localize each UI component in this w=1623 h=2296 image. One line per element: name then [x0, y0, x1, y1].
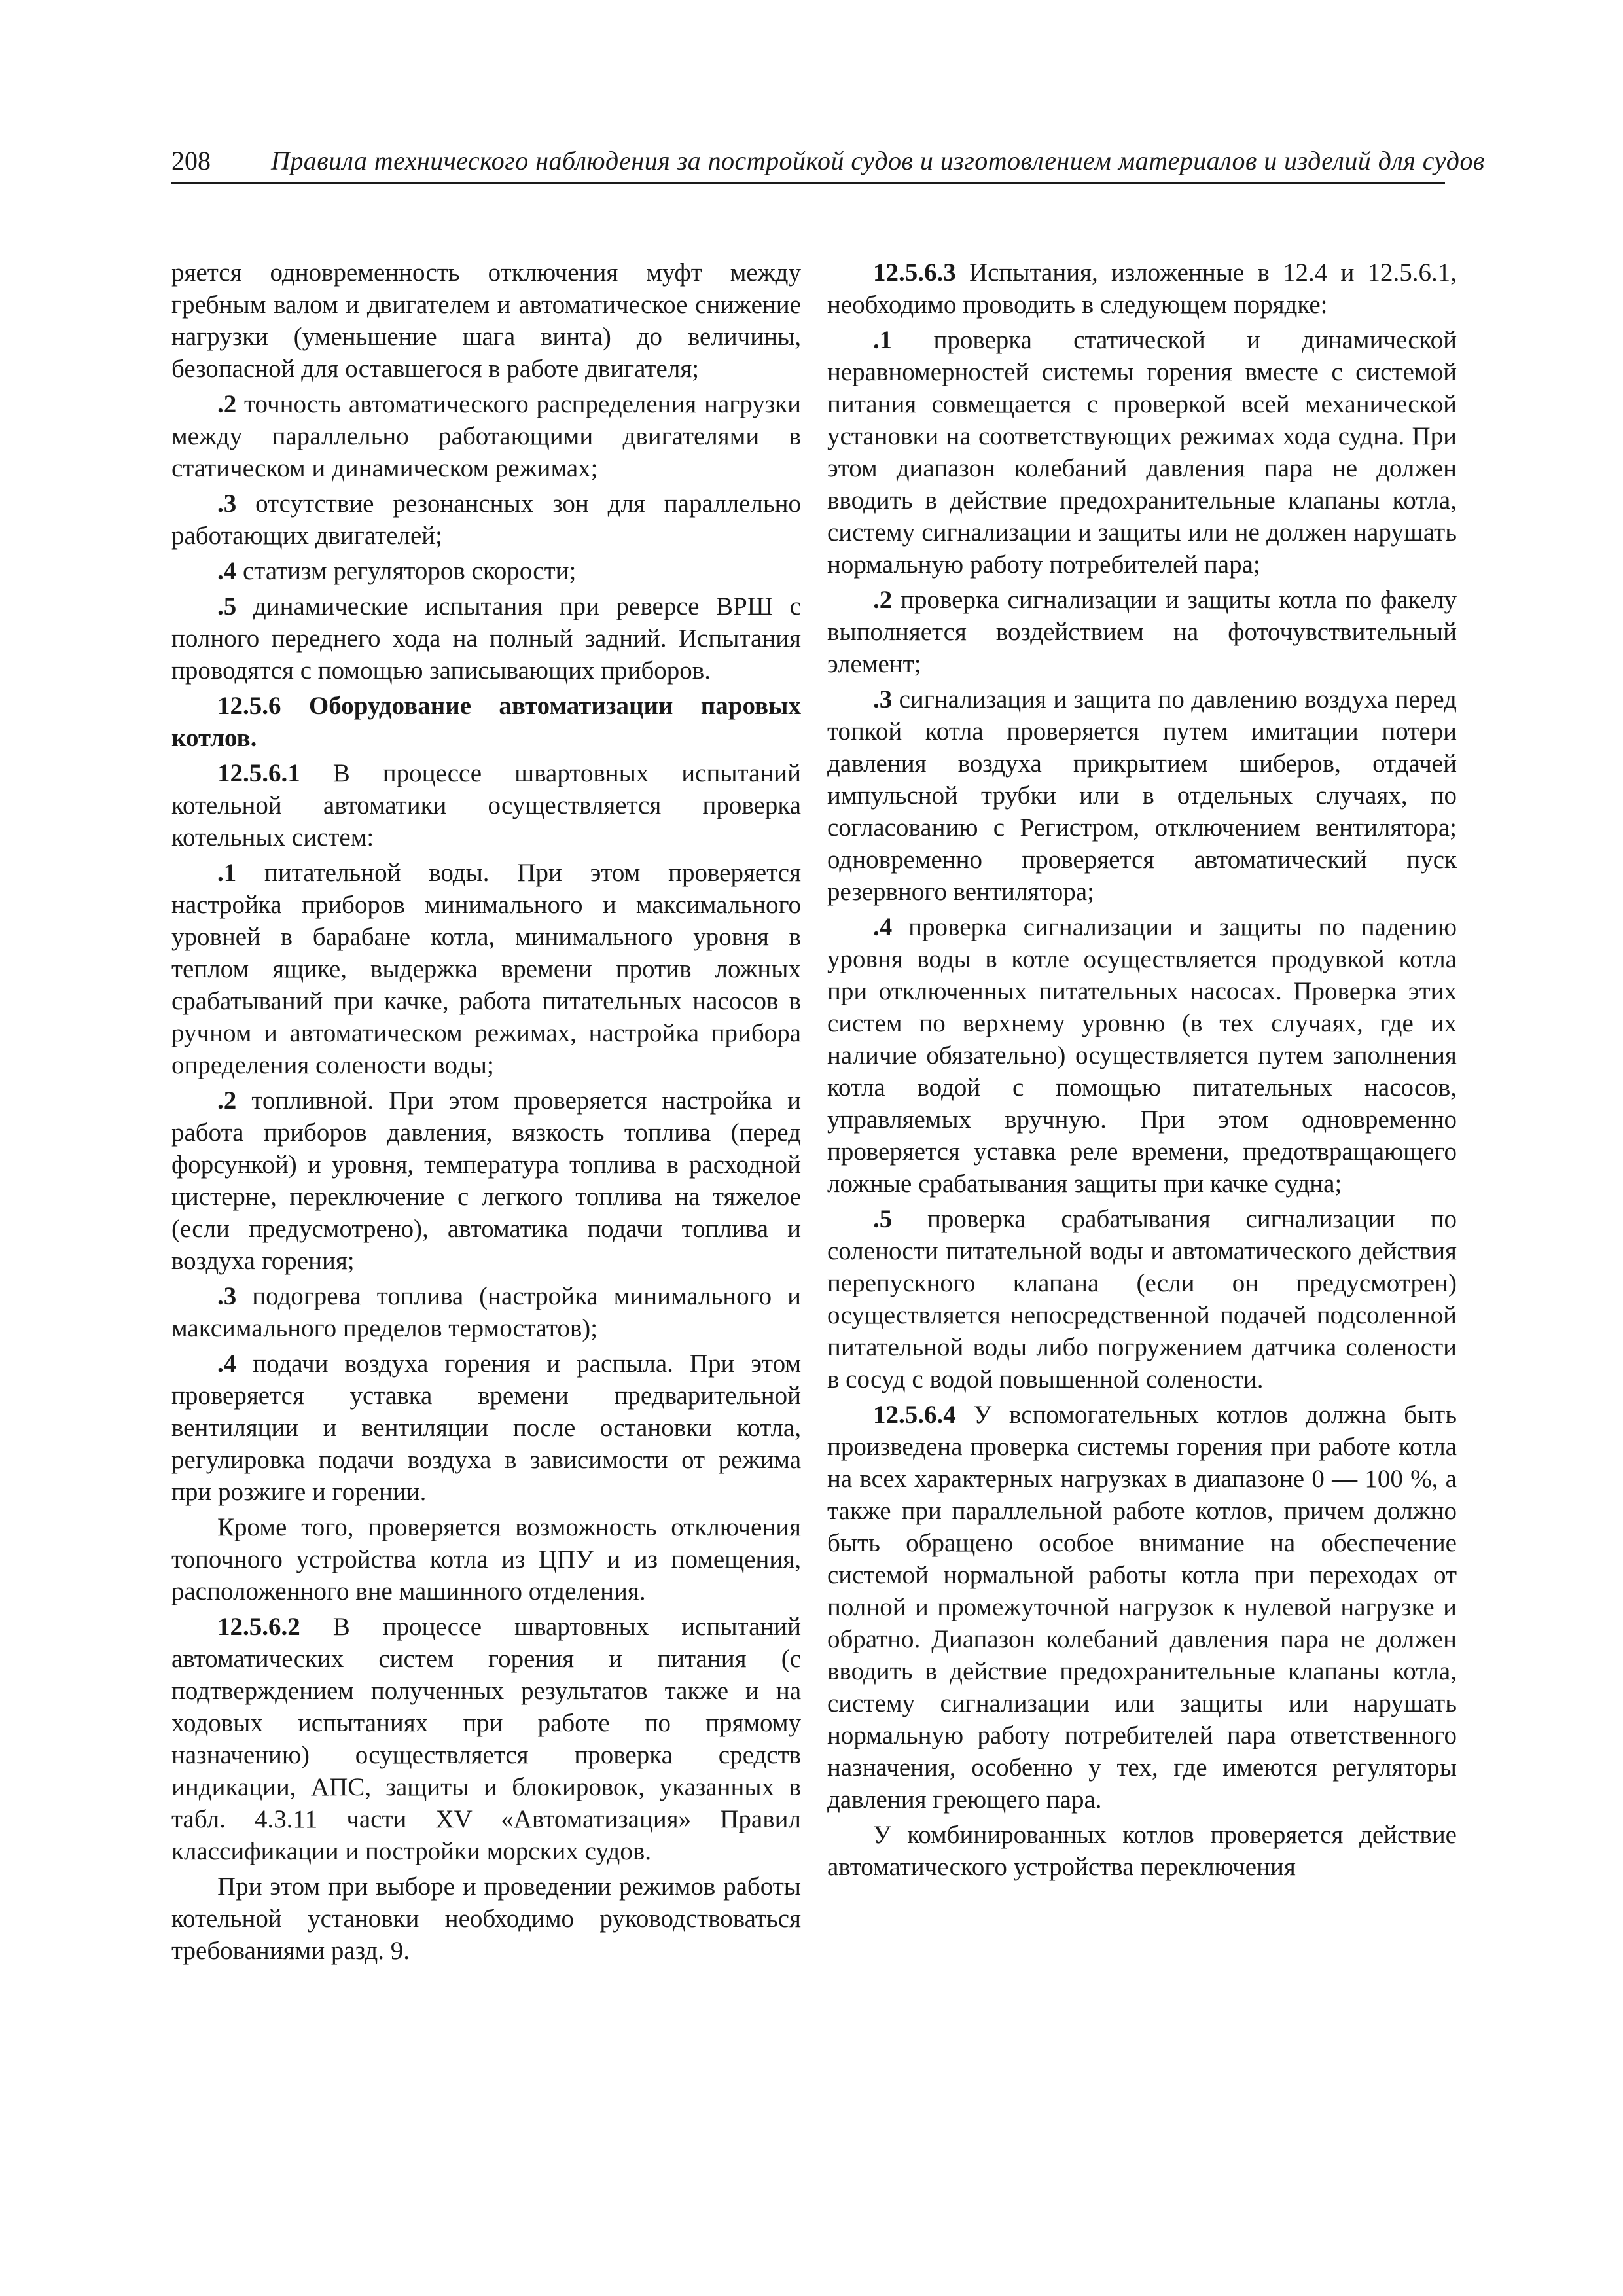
paragraph	[171, 488, 801, 552]
paragraph-lead: .5	[873, 1205, 893, 1233]
paragraph-text: проверка статической и динамической неравномерностей системы горения вместе с системой питания совмещается с проверкой всей механической установки на соответствующих режимах хода судна. При этом диапазон колебаний давления пара не должен вводить в действие предохранительные клапаны котла, систему сигнализации и защиты или не должен нарушать нормальную работу потребителей пара;	[827, 326, 1457, 579]
paragraph-lead: .5	[217, 592, 237, 620]
paragraph-lead: 12.5.6.2	[217, 1613, 300, 1641]
paragraph	[171, 1280, 801, 1344]
paragraph-lead: .3	[217, 1282, 237, 1310]
paragraph	[827, 324, 1457, 581]
paragraph-lead: .3	[217, 490, 237, 518]
paragraph-text: сигнализация и защита по давлению воздуха перед топкой котла проверяется путем имитации потери давления воздуха прикрытием шиберов, отдачей импульсной трубки или в отдельных случаях, по согласованию с Регистром, отключением вентилятора; одновременно проверяется автоматический пуск резервного вентилятора;	[827, 685, 1457, 906]
paragraph-text: У вспомогательных котлов должна быть произведена проверка системы горения при работе котла на всех характерных нагрузках в диапазоне 0 — 100 %, а также при параллельной работе котлов, причем должно быть обращено особое внимание на обеспечение системой нормальной работы котла при переходах от полной и промежуточной нагрузок к нулевой нагрузке и обратно. Диапазон колебаний давления пара не должен вводить в действие предохранительные клапаны котла, систему сигнализации или защиты или нарушать нормальную работу потребителей пара ответственного назначения, особенно у тех, где имеются регуляторы давления греющего пара.	[827, 1401, 1457, 1814]
paragraph	[171, 1511, 801, 1607]
paragraph-lead: .2	[217, 1086, 237, 1115]
paragraph	[827, 1819, 1457, 1883]
paragraph	[171, 1611, 801, 1867]
paragraph-lead: 12.5.6.4	[873, 1401, 956, 1429]
paragraph-text: В процессе швартовных испытаний котельной автоматики осуществляется проверка котельных систем:	[171, 759, 801, 852]
paragraph-text: проверка срабатывания сигнализации по солености питательной воды и автоматического действия перепускного клапана (если он предусмотрен) осуществляется непосредственной подачей подсоленной питательной воды либо погружением датчика солености в сосуд с водой повышенной солености.	[827, 1205, 1457, 1393]
paragraph	[171, 388, 801, 484]
paragraph	[171, 857, 801, 1081]
paragraph-lead: 12.5.6 Оборудование автоматизации паровых котлов.	[171, 692, 801, 752]
paragraph-lead: .4	[217, 557, 237, 585]
paragraph-text: подогрева топлива (настройка минимального и максимального пределов термостатов);	[171, 1282, 801, 1342]
paragraph	[827, 1203, 1457, 1395]
paragraph-lead: 12.5.6.1	[217, 759, 300, 787]
paragraph-text: проверка сигнализации и защиты по падению уровня воды в котле осуществляется продувкой котла при отключенных питательных насосах. Проверка этих систем по верхнему уровню (в тех случаях, где их наличие обязательно) осуществляется путем заполнения котла водой с помощью питательных насосов, управляемых вручную. При этом одновременно проверяется уставка реле времени, предотвращающего ложные срабатывания защиты при качке судна;	[827, 913, 1457, 1198]
paragraph	[171, 1348, 801, 1508]
paragraph-text: При этом при выборе и проведении режимов работы котельной установки необходимо руководствоваться требованиями разд. 9.	[171, 1873, 801, 1965]
paragraph-text: топливной. При этом проверяется настройка и работа приборов давления, вязкость топлива (перед форсункой) и уровня, температура топлива в расходной цистерне, переключение с легкого топлива на тяжелое (если предусмотрено), автоматика подачи топлива и воздуха горения;	[171, 1086, 801, 1275]
paragraph-text: Испытания, изложенные в 12.4 и 12.5.6.1, необходимо проводить в следующем порядке:	[827, 259, 1457, 319]
paragraph-text: динамические испытания при реверсе ВРШ с полного переднего хода на полный задний. Испытания проводятся с помощью записывающих приборов.	[171, 592, 801, 685]
paragraph	[171, 690, 801, 754]
paragraph	[827, 911, 1457, 1200]
page-header	[171, 143, 1485, 184]
paragraph-lead: .1	[873, 326, 893, 354]
paragraph	[171, 555, 801, 587]
paragraph-text: В процессе швартовных испытаний автоматических систем горения и питания (с подтверждением полученных результатов также и на ходовых испытаниях при работе по прямому назначению) осуществляется проверка средств индикации, АПС, защиты и блокировок, указанных в табл. 4.3.11 части XV «Автоматизация» Правил классификации и постройки морских судов.	[171, 1613, 801, 1865]
paragraph-lead: .3	[873, 685, 893, 713]
paragraph	[171, 757, 801, 853]
paragraph-text: отсутствие резонансных зон для параллельно работающих двигателей;	[171, 490, 801, 550]
paragraph-text: точность автоматического распределения нагрузки между параллельно работающими двигателями в статическом и динамическом режимах;	[171, 390, 801, 482]
paragraph	[827, 257, 1457, 321]
paragraph-text: Кроме того, проверяется возможность отключения топочного устройства котла из ЦПУ и из помещения, расположенного вне машинного отделения.	[171, 1513, 801, 1605]
paragraph-lead: .2	[217, 390, 237, 418]
paragraph-lead: .2	[873, 586, 893, 614]
paragraph-text: У комбинированных котлов проверяется действие автоматического устройства переключения	[827, 1821, 1457, 1881]
paragraph-text: подачи воздуха горения и распыла. При этом проверяется уставка времени предварительной вентиляции и вентиляции после остановки котла, регулировка подачи воздуха в зависимости от режима при розжиге и горении.	[171, 1350, 801, 1506]
paragraph-lead: .4	[217, 1350, 237, 1378]
paragraph	[827, 1399, 1457, 1816]
paragraph-text: ряется одновременность отключения муфт между гребным валом и двигателем и автоматическое снижение нагрузки (уменьшение шага винта) до величины, безопасной для оставшегося в работе двигателя;	[171, 259, 801, 383]
paragraph-text: проверка сигнализации и защиты котла по факелу выполняется воздействием на фоточувствительный элемент;	[827, 586, 1457, 678]
paragraph	[171, 1871, 801, 1967]
left-column	[171, 257, 801, 1970]
paragraph-lead: .4	[873, 913, 893, 941]
paragraph-lead: 12.5.6.3	[873, 259, 956, 287]
paragraph	[827, 584, 1457, 680]
running-title: Правила технического наблюдения за постройкой судов и изготовлением материалов и изделий для судов	[271, 146, 1485, 175]
paragraph	[827, 683, 1457, 908]
page-number: 208	[171, 146, 211, 175]
paragraph-text: статизм регуляторов скорости;	[236, 557, 577, 585]
paragraph-lead: .1	[217, 859, 237, 887]
paragraph	[171, 1085, 801, 1277]
paragraph	[171, 257, 801, 385]
paragraph	[171, 590, 801, 687]
paragraph-text: питательной воды. При этом проверяется настройка приборов минимального и максимального уровней в барабане котла, минимального уровня в теплом ящике, выдержка времени против ложных срабатываний при качке, работа питательных насосов в ручном и автоматическом режимах, настройка прибора определения солености воды;	[171, 859, 801, 1079]
right-column	[827, 257, 1457, 1886]
